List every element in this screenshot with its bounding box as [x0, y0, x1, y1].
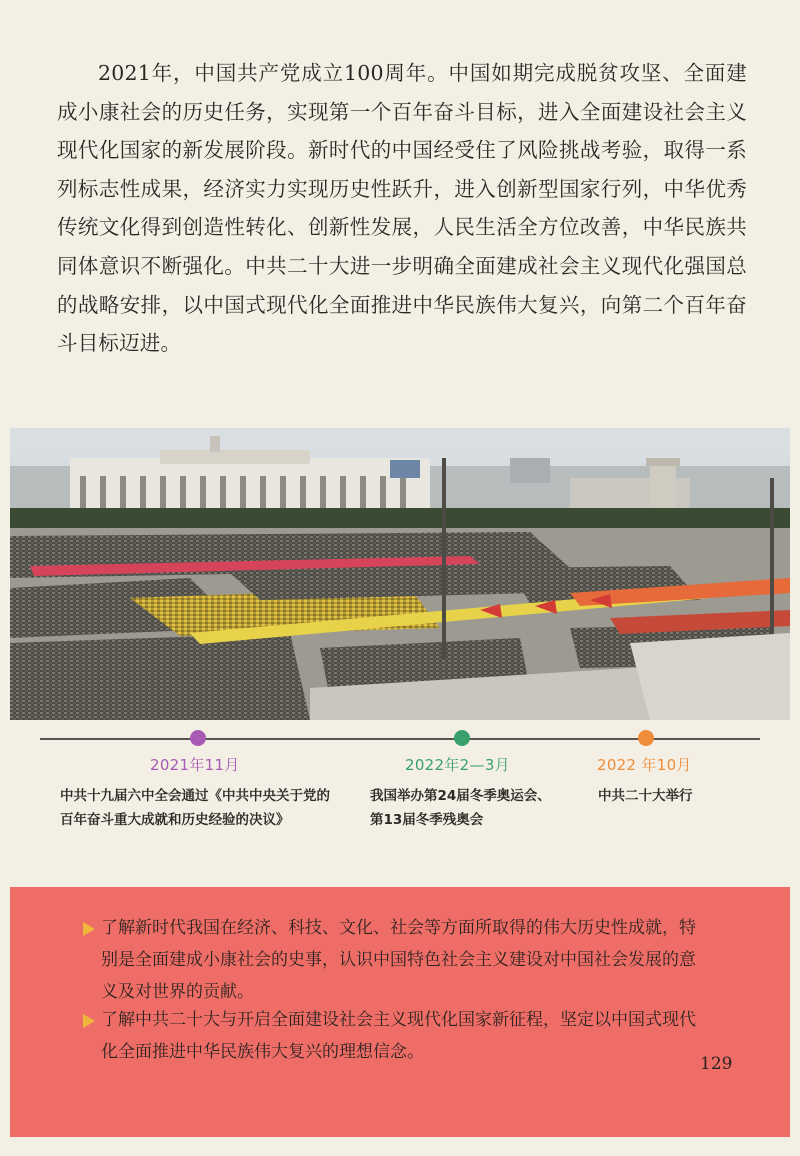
timeline-event	[60, 784, 330, 832]
goal-line: 别是全面建成小康社会的史事，认识中国特色社会主义建设对中国社会发展的意	[101, 950, 696, 970]
timeline-event-line: 我国举办第24届冬季奥运会、	[370, 788, 551, 804]
intro-line: 第二个百年奋斗目标迈进。	[57, 292, 747, 356]
intro-line: 华民族共同体意识不断强化。中共二十大进一步明确全面建成社会主义现	[57, 215, 747, 278]
triangle-bullet-icon	[83, 1014, 95, 1028]
intro-paragraph	[57, 54, 747, 363]
intro-line: 成小康社会的历史任务，实现第一个百年奋斗目标，进入全面建设社会主	[57, 99, 727, 124]
timeline-date: 2021年11月	[150, 756, 240, 774]
timeline-event-line: 第13届冬季残奥会	[370, 812, 484, 828]
triangle-bullet-icon	[83, 922, 95, 936]
timeline-event	[598, 784, 693, 808]
intro-line: 代化强国总的战略安排，以中国式现代化全面推进中华民族伟大复兴，向	[57, 253, 748, 317]
intro-line: 2021年，中国共产党成立100周年。中国如期完成脱贫攻坚、全面建	[98, 61, 747, 85]
intro-line: 华优秀传统文化得到创造性转化、创新性发展，人民生活全方位改善，中	[57, 176, 747, 240]
page-number: 129	[700, 1054, 733, 1074]
timeline-date: 2022 年10月	[597, 756, 692, 774]
timeline-dot	[190, 730, 206, 746]
ceremony-photo	[10, 428, 790, 720]
goal-line: 化全面推进中华民族伟大复兴的理想信念。	[101, 1042, 424, 1062]
goal-line: 义及对世界的贡献。	[101, 982, 254, 1002]
timeline-dot	[454, 730, 470, 746]
timeline-event	[370, 784, 551, 832]
timeline-dot	[638, 730, 654, 746]
intro-line: 一系列标志性成果，经济实力实现历史性跃升，进入创新型国家行列，中	[57, 138, 747, 201]
timeline-event-line: 中共十九届六中全会通过《中共中央关于党的	[60, 788, 330, 804]
timeline-event-line: 中共二十大举行	[598, 788, 693, 804]
goal-line: 了解新时代我国在经济、科技、文化、社会等方面所取得的伟大历史性成就，特	[101, 918, 696, 938]
timeline-event-line: 百年奋斗重大成就和历史经验的决议》	[60, 812, 290, 828]
intro-line: 义现代化国家的新发展阶段。新时代的中国经受住了风险挑战考验，取得	[57, 99, 747, 163]
goal-line: 了解中共二十大与开启全面建设社会主义现代化国家新征程，坚定以中国式现代	[101, 1010, 696, 1030]
timeline-date: 2022年2—3月	[405, 756, 510, 774]
